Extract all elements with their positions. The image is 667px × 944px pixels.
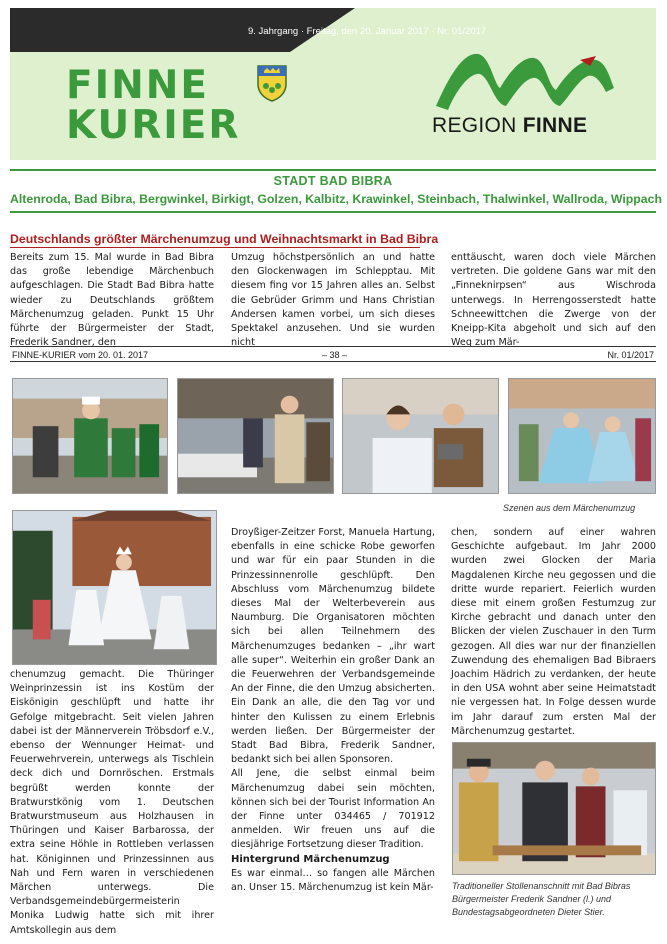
article-bottom-column-1 xyxy=(10,668,214,938)
section-rule-top xyxy=(10,169,656,171)
section-rule-bottom xyxy=(10,211,656,213)
article-top-column-2 xyxy=(231,251,435,350)
photo-ice-queen xyxy=(12,510,217,665)
places-list: Altenroda, Bad Bibra, Bergwinkel, Birkigt, Golzen, Kalbitz, Krawinkel, Steinbach, Thalwinkel, Wallroda, Wippach xyxy=(10,192,662,206)
top-col2-text: Umzug höchstpersönlich an und hatte den Glockenwagen im Schlepptau. Mit diesem fing vor 15 Jahren alles an. Selbst die Gebrüder Grimm und Hans Christian Andersen kamen vorbei, um sich dieses Spektakel anzusehen. Und sie wurden nicht xyxy=(231,252,435,349)
bottom-col2-text-a: Droyßiger-Zeitzer Forst, Manuela Hartung, ebenfalls in eine schicke Robe geworfen und war für ein paar Stunden in die Prinzessinnenrolle geschlüpft. Den Abschluss vom Märchenumzug bildete dieses Mal der Welterbeverein aus Naumburg. Die Organisatoren möchten sich bei allen Teilnehmern des Märchenumzuges bedanken – „ihr wart alle super“. Weiterhin ein großer Dank an die Feuerwehren der Verbandsgemeinde An der Finne, die den Umzug absicherten. Ein Dank an alle, die den Tag vor und hinter den Kulissen zu einem Erlebnis werden ließen. Der Bürgermeister der Stadt Bad Bibra, Frederik Sandner, bedankt sich bei allen Sponsoren. xyxy=(231,527,435,766)
title-kurier: KURIER xyxy=(66,103,241,148)
footer-right: Nr. 01/2017 xyxy=(607,350,654,360)
city-title: STADT BAD BIBRA xyxy=(273,174,393,188)
footer-left: FINNE-KURIER vom 20. 01. 2017 xyxy=(12,350,149,360)
bottom-col1-text: chenumzug gemacht. Die Thüringer Weinprinzessin ist ins Kostüm der Eiskönigin geschlüpft und hatte ihr Gefolge mitgebracht. Seit vielen Jahren dabei ist der Männerverein Tröbsdorf e.V., ebenso der Wennunger Heimat- und Feuerwehrverein, unterwegs als Tischlein deck dich und Dornröschen. Erstmals begrüßt werden konnte der Bratwurstkönig vom 1. Deutschen Bratwurstmuseum aus Holzhausen in Thüringen und Kaiser Barbarossa, der extra seine Höhle in Rottleben verlassen hat. Königinnen und Prinzessinnen aus Nah und Fern waren in verschiedenen Märchen unterwegs. Die Verbandsgemeindebürgermeisterin Monika Ludwig hatte sich mit ihrer Amtskollegin aus dem xyxy=(10,669,214,936)
article-top-column-3 xyxy=(451,251,656,350)
article-top-column-1 xyxy=(10,251,214,350)
region-prefix: REGION xyxy=(432,114,523,137)
region-finne-wordmark xyxy=(432,114,587,138)
photo-stollen-cutting xyxy=(452,742,656,875)
footer-page-number: – 38 – xyxy=(322,350,348,360)
region-finne-logo-icon xyxy=(430,44,620,114)
article-subhead: Hintergrund Märchenumzug xyxy=(231,853,390,865)
photo-glocken-wagen xyxy=(177,378,334,494)
photo-parade-drummers xyxy=(12,378,168,494)
article-bottom-column-2 xyxy=(231,526,435,895)
title-finne: FINNE xyxy=(66,63,210,108)
caption-scenes: Szenen aus dem Märchenumzug xyxy=(503,503,636,513)
issue-line: 9. Jahrgang · Freitag, den 20. Januar 2017 · Nr. 01/2017 xyxy=(248,26,487,37)
bottom-col2-text-c: Es war einmal… so fangen alle Märchen an. Unser 15. Märchenumzug ist kein Mär- xyxy=(231,867,435,894)
page-footer xyxy=(10,346,656,362)
bottom-col3-text: chen, sondern auf einer wahren Geschichte aufgebaut. Im Jahr 2000 wurden zwei Glocken der Maria Magdalenen Kirche neu gegossen und die dritte wurde repariert. Feierlich wurden diese mit einem großen Festumzug zur Kirche gebracht und danach unter den Blicken der vielen Zuschauer in den Turm gezogen. All dies war nur der finanziellen Zuwendung des ehemaligen Bad Bibraers Joachim Hädrich zu verdanken, der heute in den USA wohnt aber seine Heimatstadt nie vergessen hat. In Folge dessen wurde im Jahr darauf zum ersten Mal der Märchenumzug gestartet. xyxy=(451,527,656,737)
caption-stollen: Traditioneller Stollenanschnitt mit Bad Bibras Bürgermeister Frederik Sandner (l.) und Bundestagsabgeordneten Dieter Stier. xyxy=(452,881,631,917)
top-col1-text: Bereits zum 15. Mal wurde in Bad Bibra das große lebendige Märchenbuch aufgeschlagen. Die Stadt Bad Bibra hatte wieder zu Deutschlands größtem Märchenumzug geladen. Punkt 15 Uhr führte der Bürgermeister der Stadt, Frederik Sandner, den xyxy=(10,252,214,349)
article-headline: Deutschlands größter Märchenumzug und Weihnachtsmarkt in Bad Bibra xyxy=(10,232,439,246)
region-name: FINNE xyxy=(522,114,588,137)
headline-underline xyxy=(10,247,420,248)
photo-princesses-parade xyxy=(508,378,656,494)
bottom-col2-text-b: All Jene, die selbst einmal beim Märchenumzug dabei sein möchten, können sich bei der Tourist Information An der Finne unter 034465 / 701912 anmelden. Wir freuen uns auf die diesjährige Fortsetzung dieser Tradition. xyxy=(231,768,435,851)
masthead xyxy=(10,8,656,160)
coat-of-arms-icon xyxy=(256,64,288,102)
photo-princess-fox xyxy=(342,378,499,494)
article-bottom-column-3 xyxy=(451,526,656,739)
top-col3-text: enttäuscht, waren doch viele Märchen vertreten. Die goldene Gans war mit den „Finneknirpsen“ aus Wischroda unterwegs. In Herrengosserstedt hatte Schneewittchen die Zwerge von der Kneipp-Kita abgeholt und sich auf den Weg zum Mär- xyxy=(451,252,656,349)
